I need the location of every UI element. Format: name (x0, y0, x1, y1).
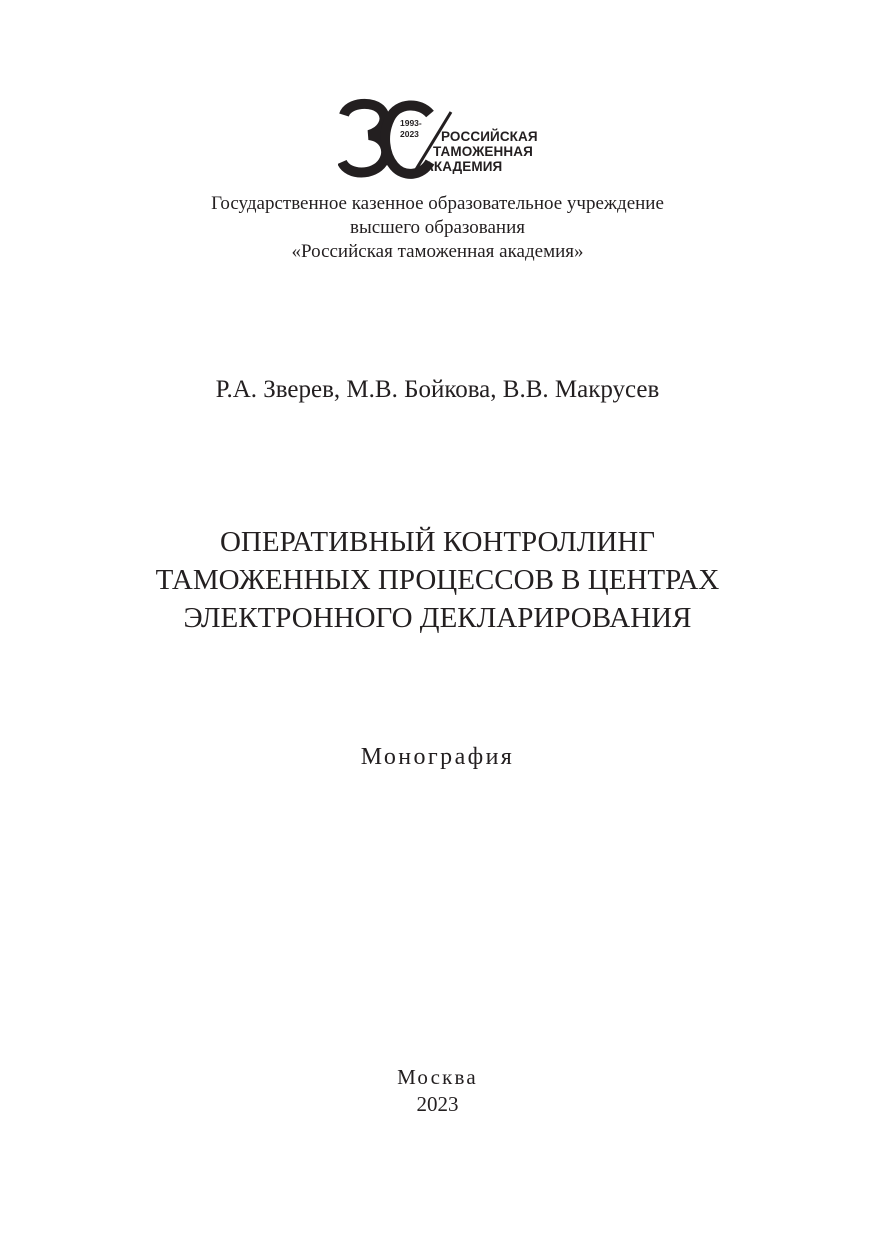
institution-line-3: «Российская таможенная академия» (291, 241, 584, 262)
book-title-line-2: ТАМОЖЕННЫХ ПРОЦЕССОВ В ЦЕНТРАХ (155, 564, 720, 596)
imprint (0, 1064, 875, 1118)
book-title (0, 523, 875, 637)
imprint-city: Москва (397, 1065, 478, 1089)
logo-name-line1: РОССИЙСКАЯ (441, 129, 538, 144)
logo-years-end: 2023 (400, 129, 419, 139)
academy-30-anniversary-logo (338, 96, 548, 182)
logo-emblem (338, 96, 548, 182)
institution-line-1: Государственное казенное образовательное учреждение (211, 193, 664, 214)
book-title-line-3: ЭЛЕКТРОННОГО ДЕКЛАРИРОВАНИЯ (183, 602, 692, 634)
publication-type: Монография (360, 744, 515, 770)
logo-numeral-three (342, 104, 386, 173)
logo-years-start: 1993- (400, 118, 422, 128)
logo-name-line2: ТАМОЖЕННАЯ (433, 144, 533, 159)
book-title-line-1: ОПЕРАТИВНЫЙ КОНТРОЛЛИНГ (219, 526, 656, 558)
institution-name (0, 192, 875, 264)
imprint-year: 2023 (416, 1092, 459, 1116)
logo-name-line3: АКАДЕМИЯ (424, 159, 503, 174)
institution-line-2: высшего образования (349, 217, 526, 238)
authors: Р.А. Зверев, М.В. Бойкова, В.В. Макрусев (215, 376, 660, 403)
